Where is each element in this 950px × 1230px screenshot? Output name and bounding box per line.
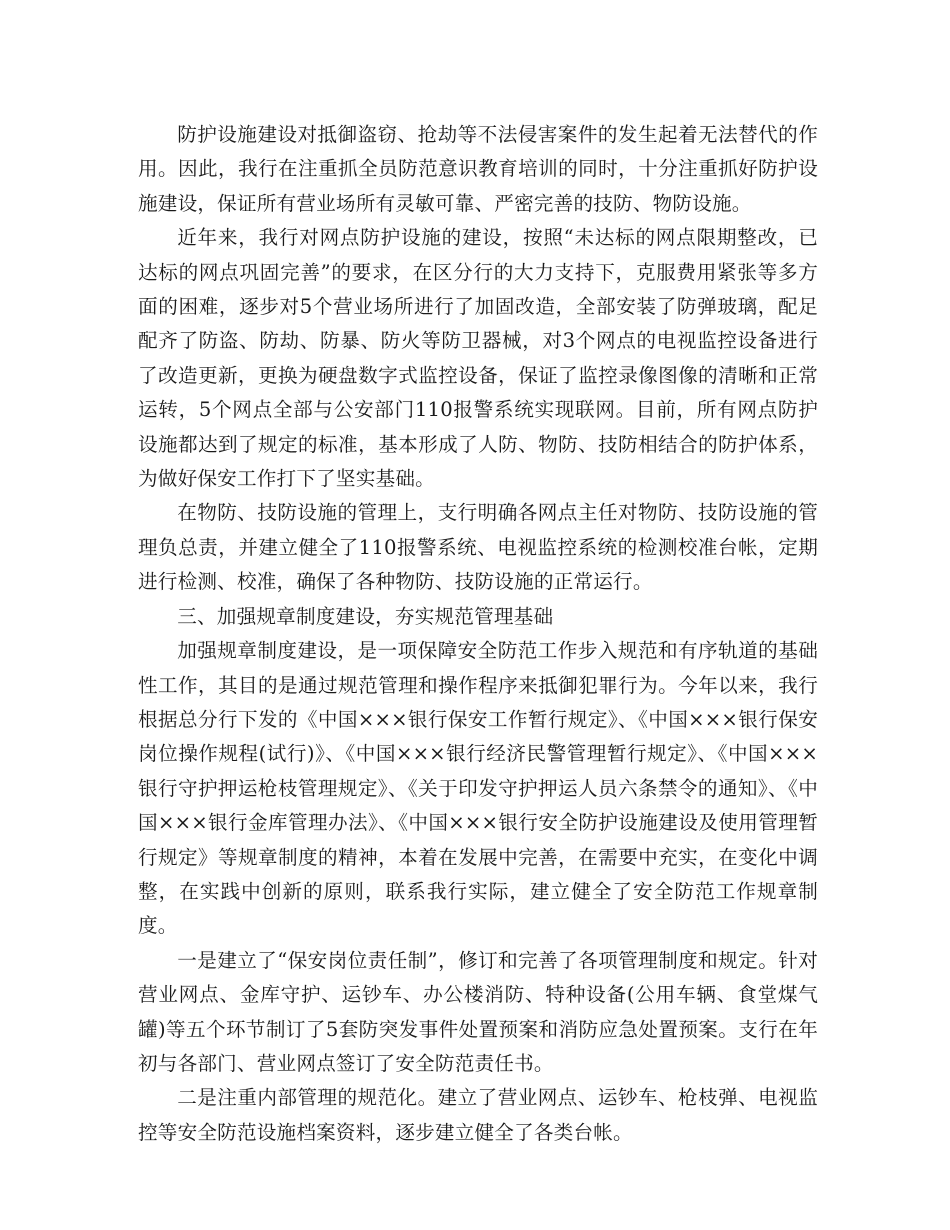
paragraph-protective-facilities: 防护设施建设对抵御盗窃、抢劫等不法侵害案件的发生起着无法替代的作用。因此，我行在注重抓全员防范意识教育培训的同时，十分注重抓好防护设施建设，保证所有营业场所有灵敏可靠、严密完善的技防、物防设施。 [138, 123, 818, 215]
document-page [138, 118, 818, 1144]
paragraph-internal-management: 二是注重内部管理的规范化。建立了营业网点、运钞车、枪枝弹、电视监控等安全防范设施档案资料，逐步建立健全了各类台帐。 [138, 1086, 818, 1144]
paragraph-facility-management: 在物防、技防设施的管理上，支行明确各网点主任对物防、技防设施的管理负总责，并建立健全了110报警系统、电视监控系统的检测校准台帐，定期进行检测、校准，确保了各种物防、技防设施的正常运行。 [138, 501, 818, 594]
paragraph-rules-building: 加强规章制度建设，是一项保障安全防范工作步入规范和有序轨道的基础性工作，其目的是通过规范管理和操作程序来抵御犯罪行为。今年以来，我行根据总分行下发的《中国×××银行保安工作暂行规定》、《中国×××银行保安岗位操作规程(试行)》、《中国×××银行经济民警管理暂行规定》、《中国×××银行守护押运枪枝管理规定》、《关于印发守护押运人员六条禁令的通知》、《中国×××银行金库管理办法》、《中国×××银行安全防护设施建设及使用管理暂行规定》等规章制度的精神，本着在发展中完善，在需要中充实，在变化中调整，在实践中创新的原则，联系我行实际，建立健全了安全防范工作规章制度。 [138, 639, 818, 938]
paragraph-recent-years: 近年来，我行对网点防护设施的建设，按照“未达标的网点限期整改，已达标的网点巩固完善”的要求，在区分行的大力支持下，克服费用紧张等多方面的困难，逐步对5个营业场所进行了加固改造，全部安装了防弹玻璃，配足配齐了防盗、防劫、防暴、防火等防卫器械，对3个网点的电视监控设备进行了改造更新，更换为硬盘数字式监控设备，保证了监控录像图像的清晰和正常运转，5个网点全部与公安部门110报警系统实现联网。目前，所有网点防护设施都达到了规定的标准，基本形成了人防、物防、技防相结合的防护体系，为做好保安工作打下了坚实基础。 [138, 226, 818, 491]
paragraph-responsibility-system: 一是建立了“保安岗位责任制”，修订和完善了各项管理制度和规定。针对营业网点、金库守护、运钞车、办公楼消防、特种设备(公用车辆、食堂煤气罐)等五个环节制订了5套防突发事件处置预案和消防应急处置预案。支行在年初与各部门、营业网点签订了安全防范责任书。 [138, 948, 818, 1075]
section-heading-rules: 三、加强规章制度建设，夯实规范管理基础 [177, 604, 554, 628]
